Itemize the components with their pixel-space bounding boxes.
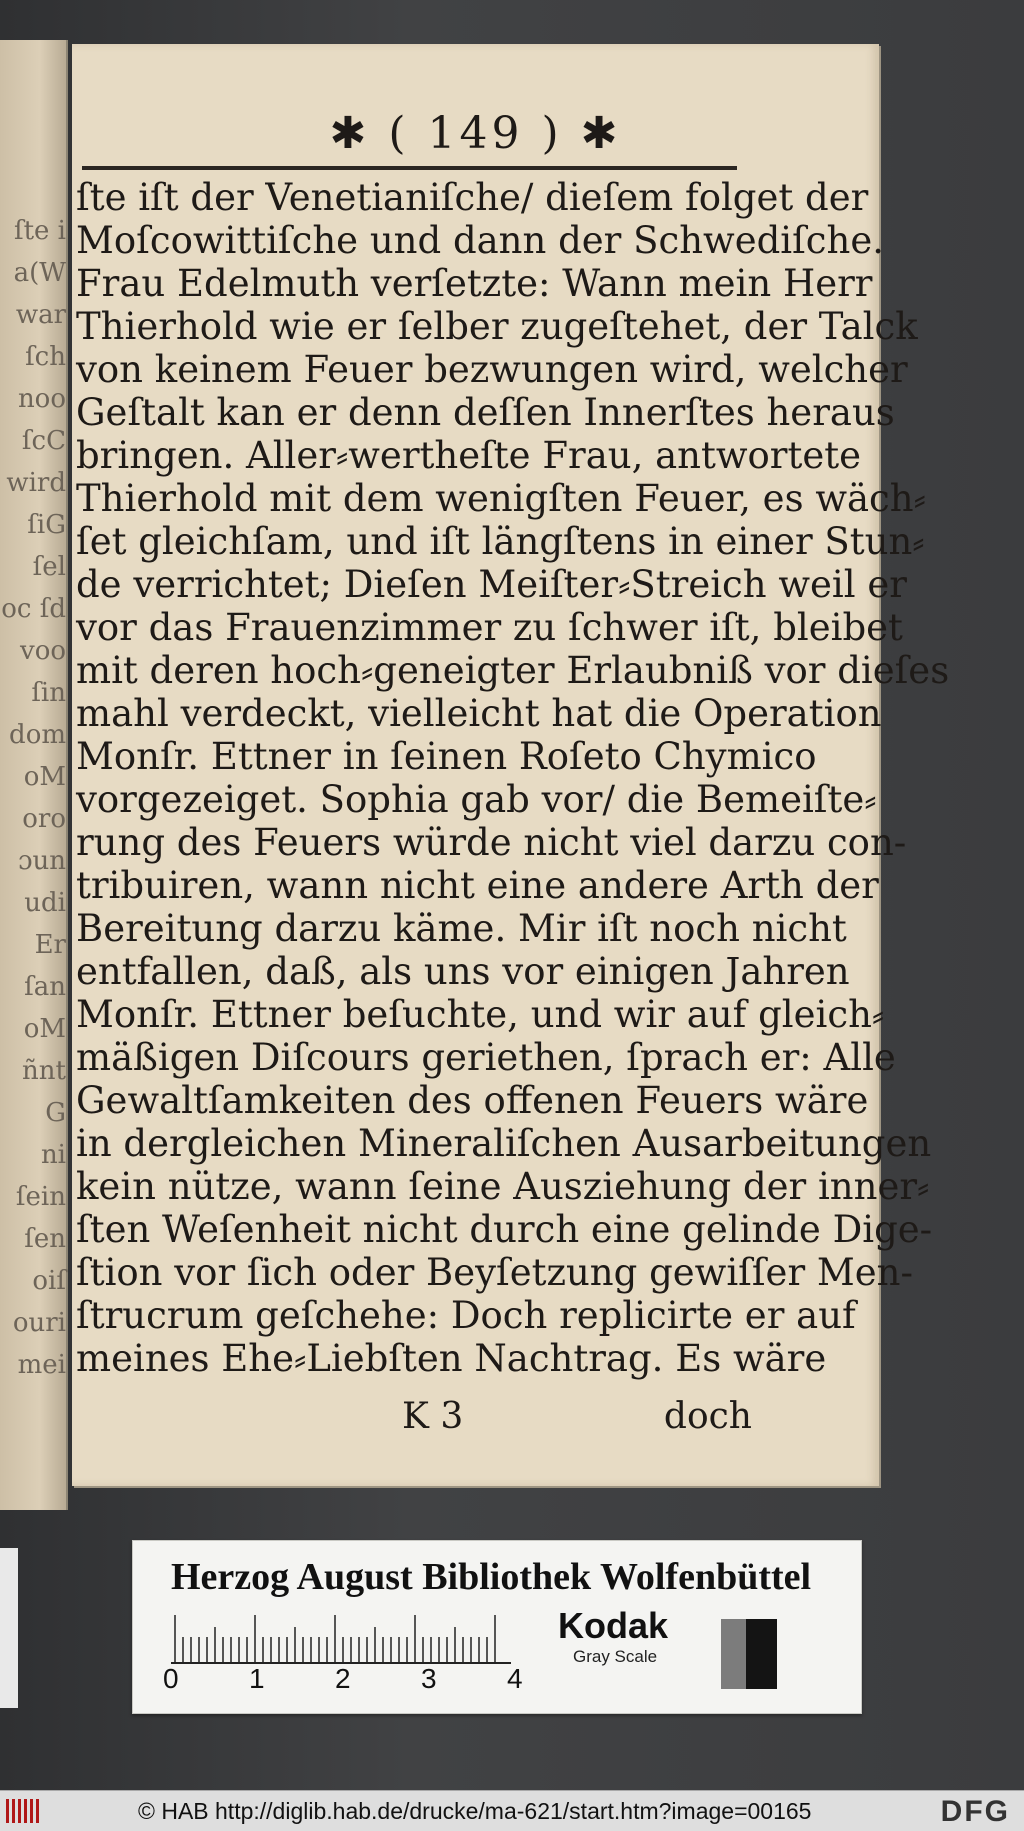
text-line: entfallen, daß, als uns vor einigen Jahren [76, 950, 850, 993]
text-line: Monſr. Ettner in ſeinen Roſeto Chymico [76, 735, 817, 778]
prev-page-fragment: oM [23, 762, 66, 792]
ruler-scale [171, 1611, 511, 1666]
previous-page-edge [0, 40, 68, 1510]
page-header: ✱ ( 149 ) ✱ [329, 108, 622, 159]
text-line: Bereitung darzu käme. Mir iſt noch nicht [76, 907, 847, 950]
text-line: tribuiren, wann nicht eine andere Arth der [76, 864, 879, 907]
copyright-link[interactable]: © HAB http://diglib.hab.de/drucke/ma-621/start.htm?image=00165 [138, 1798, 812, 1824]
prev-page-fragment: wird [6, 468, 66, 498]
ruler-number: 0 [163, 1663, 179, 1694]
prev-page-fragment: ſen [24, 1224, 66, 1254]
prev-page-fragment: ſin [31, 678, 66, 708]
prev-page-fragment: ſte i [13, 216, 66, 246]
ruler-number: 3 [421, 1663, 437, 1694]
text-line: mit deren hoch⸗geneigter Erlaubniß vor dieſes [76, 649, 950, 692]
ruler-number: 1 [249, 1663, 265, 1694]
text-line: Monſr. Ettner beſuchte, und wir auf gleich⸗ [76, 993, 885, 1036]
gray-scale-label: Gray Scale [573, 1647, 658, 1666]
prev-page-fragment: Er [34, 930, 66, 960]
text-line: vor das Frauenzimmer zu ſchwer iſt, bleibet [76, 606, 903, 649]
text-line: meines Ehe⸗Liebſten Nachtrag. Es wäre [76, 1337, 827, 1380]
text-line: ſte iſt der Venetianiſche/ dieſem folget der [76, 176, 869, 219]
text-line: von keinem Feuer bezwungen wird, welcher [76, 348, 908, 391]
book-page [72, 44, 950, 1486]
prev-page-fragment: noo [17, 384, 66, 414]
text-line: de verrichtet; Dieſen Meiſter⸗Streich weil er [76, 563, 907, 606]
text-line: in dergleichen Mineraliſchen Ausarbeitungen [76, 1122, 932, 1165]
prev-page-fragment: ni [40, 1140, 66, 1170]
text-line: Frau Edelmuth verſetzte: Wann mein Herr [76, 262, 873, 305]
prev-page-fragment: ſel [32, 552, 66, 582]
text-line: bringen. Aller⸗wertheſte Frau, antwortete [76, 434, 862, 477]
footer-bar [0, 1790, 1024, 1831]
prev-page-fragment: voo [20, 636, 66, 666]
prev-page-fragment: oiſ [32, 1266, 66, 1296]
prev-page-fragment: ſein [15, 1182, 66, 1212]
prev-page-fragment: G [45, 1098, 66, 1128]
text-line: Gewaltſamkeiten des offenen Feuers wäre [76, 1079, 869, 1122]
text-line: Geſtalt kan er denn deſſen Innerſtes heraus [76, 391, 895, 434]
text-line: vorgezeiget. Sophia gab vor/ die Bemeiſte⸗ [76, 778, 877, 821]
text-line: Thierhold mit dem wenigſten Feuer, es wäch⸗ [76, 477, 926, 520]
text-line: kein nütze, wann ſeine Ausziehung der inner⸗ [76, 1165, 930, 1208]
left-card-edge [0, 1548, 18, 1708]
prev-page-fragment: ſcC [21, 426, 66, 456]
color-reference-card [132, 1540, 862, 1714]
prev-page-fragment: war [15, 300, 66, 330]
gray-swatch [721, 1619, 777, 1689]
prev-page-fragment: a(W [13, 258, 66, 288]
prev-page-fragment: ſch [25, 342, 66, 372]
prev-page-fragment: ſiG [27, 510, 66, 540]
prev-page-fragment: oc ſd [1, 594, 66, 624]
text-line: ſtrucrum geſchehe: Doch replicirte er auf [76, 1294, 856, 1337]
text-line: mäßigen Diſcours geriethen, ſprach er: Alle [76, 1036, 896, 1079]
prev-page-fragment: udi [24, 888, 66, 918]
library-title: Herzog August Bibliothek Wolfenbüttel [171, 1556, 812, 1598]
prev-page-fragment: ouri [12, 1308, 66, 1338]
page-text [76, 176, 950, 1380]
text-line: Moſcowittiſche und dann der Schwediſche. [76, 219, 885, 262]
text-line: ſet gleichſam, und iſt längſtens in einer Stun⸗ [76, 520, 925, 563]
text-line: ſten Weſenheit nicht durch eine gelinde Dige- [76, 1208, 933, 1251]
barcode-logo-icon [6, 1799, 42, 1823]
ruler-number: 4 [507, 1663, 523, 1694]
header-rule [82, 166, 737, 170]
ruler-number: 2 [335, 1663, 351, 1694]
signature-mark: K 3 [402, 1396, 464, 1437]
page-footer [72, 1396, 752, 1442]
dfg-logo: DFG [940, 1795, 1010, 1828]
previous-page-text [0, 210, 66, 1386]
kodak-logo: Kodak [558, 1605, 669, 1646]
catchword: doch [663, 1396, 752, 1437]
prev-page-fragment: oro [22, 804, 66, 834]
prev-page-fragment: mei [17, 1350, 66, 1380]
prev-page-fragment: ñnt [22, 1056, 66, 1086]
prev-page-fragment: ſan [24, 972, 66, 1002]
text-line: rung des Feuers würde nicht viel darzu con- [76, 821, 907, 864]
prev-page-fragment: ɔun [17, 846, 66, 876]
prev-page-fragment: dom [9, 720, 66, 750]
text-line: mahl verdeckt, vielleicht hat die Operation [76, 692, 882, 735]
prev-page-fragment: oM [23, 1014, 66, 1044]
text-line: ſtion vor ſich oder Beyſetzung gewiſſer Men- [76, 1251, 914, 1294]
text-line: Thierhold wie er ſelber zugeſtehet, der Talck [76, 305, 918, 348]
